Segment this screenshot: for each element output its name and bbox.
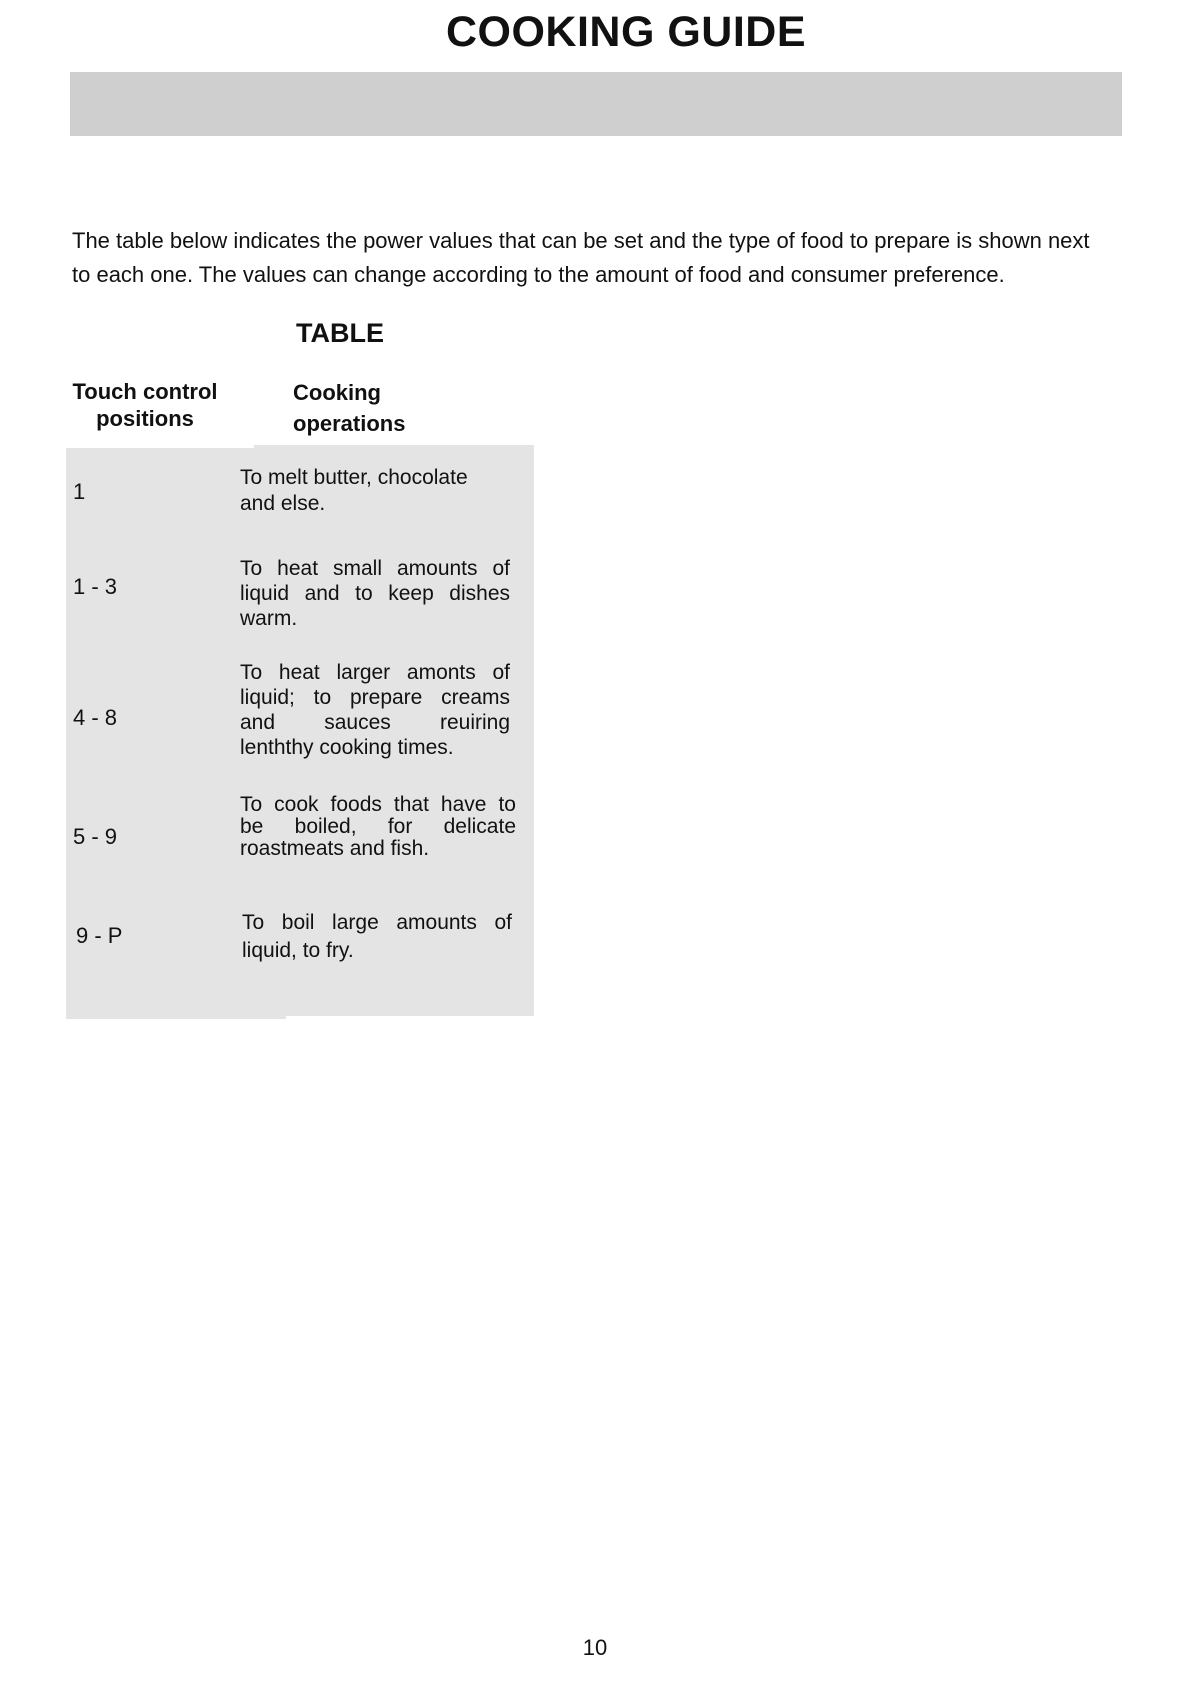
operation-line: To melt butter, chocolate (240, 466, 468, 489)
title-bar (70, 72, 1122, 136)
intro-line: The table below indicates the power values that can be set and the type of food to prepare is shown next (72, 228, 1090, 253)
operation-line: and else. (240, 492, 326, 515)
column-header-line: operations (293, 411, 406, 436)
column-header-line: Cooking (293, 380, 381, 405)
operation-line: liquid; to prepare creams (240, 686, 510, 709)
operation-line: and sauces reuiring (240, 711, 510, 734)
operation-line: be boiled, for delicate (240, 815, 516, 838)
operation-line: To heat small amounts of (240, 557, 510, 580)
row-position: 4 - 8 (73, 705, 118, 730)
operation-line: To cook foods that have to (240, 793, 516, 816)
column-header-operations (293, 377, 405, 439)
row-operation (240, 556, 510, 631)
intro-line: to each one. The values can change according to the amount of food and consumer preference. (72, 262, 1005, 287)
operation-line: lenththy cooking times. (240, 736, 454, 759)
table-heading: TABLE (296, 318, 384, 348)
row-operation (240, 660, 510, 760)
column-header-line: Touch control (72, 379, 218, 404)
operation-line: To boil large amounts of (242, 911, 512, 934)
operation-line: liquid, to fry. (242, 939, 354, 962)
row-operation (240, 794, 516, 860)
operation-line: roastmeats and fish. (240, 837, 430, 860)
row-position: 5 - 9 (73, 824, 118, 849)
column-header-line: positions (96, 406, 194, 431)
row-operation (242, 909, 512, 965)
row-position: 9 - P (76, 923, 123, 948)
page-title: COOKING GUIDE (445, 8, 807, 56)
column-header-positions (68, 378, 222, 432)
operation-line: warm. (240, 607, 298, 630)
operation-line: liquid and to keep dishes (240, 582, 510, 605)
page-number: 10 (582, 1635, 608, 1660)
intro-paragraph (72, 224, 1132, 292)
row-position: 1 (73, 479, 86, 504)
operation-line: To heat larger amonts of (240, 661, 510, 684)
row-position: 1 - 3 (73, 574, 118, 599)
row-operation (240, 465, 516, 517)
